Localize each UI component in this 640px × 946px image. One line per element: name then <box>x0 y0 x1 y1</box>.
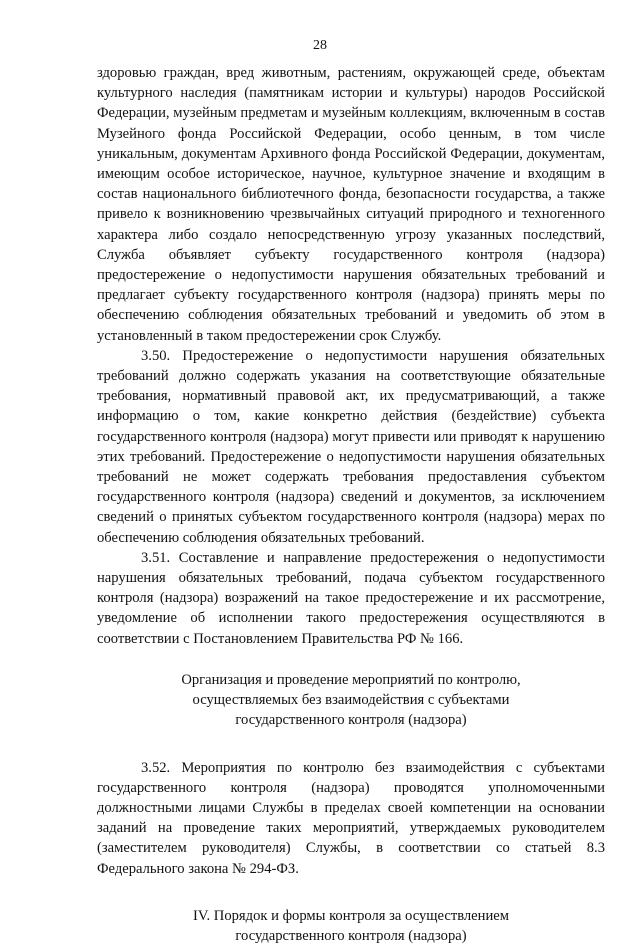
section-heading-line-2: осуществляемых без взаимодействия с субъектами <box>192 692 510 709</box>
paragraph-continuation: здоровью граждан, вред животным, растениям, окружающей среде, объектам культурного наследия (памятникам истории и культуры) народов Российской Федерации, музейным предметам и музейным коллекциям, включенным в состав Музейного фонда Российской Федерации, особо ценным, в том числе уникальным, документам Архивного фонда Российской Федерации, документам, имеющим особое историческое, научное, культурное значение и входящим в состав национального библиотечного фонда, безопасности государства, а также привело к возникновению чрезвычайных ситуаций природного и техногенного характера либо создало непосредственную угрозу указанных последствий, Служба объявляет субъекту государственного контроля (надзора) предостережение о недопустимости нарушения обязательных требований и предлагает субъекту государственного контроля (надзора) принять меры по обеспечению соблюдения обязательных требований и уведомить об этом в установленный в таком предостережении срок Службу. <box>97 65 605 344</box>
spacer <box>97 649 605 670</box>
chapter-heading-line-2: государственного контроля (надзора) <box>235 927 467 944</box>
page-number: 28 <box>313 38 327 53</box>
paragraph-3-51: 3.51. Составление и направление предостережения о недопустимости нарушения обязательных требований, подача субъектом государственного контроля (надзора) возражений на такое предостережение и их рассмотрение, уведомление об исполнении такого предостережения осуществляются в соответствии с Постановлением Правительства РФ № 166. <box>97 549 605 647</box>
spacer <box>97 731 605 758</box>
paragraph-3-52: 3.52. Мероприятия по контролю без взаимодействия с субъектами государственного контроля (надзора) проводятся уполномоченными должностными лицами Службы в пределах своей компетенции на основании заданий на проведение таких мероприятий, утверждаемых руководителем (заместителем руководителя) Службы, в соответствии со статьей 8.3 Федерального закона № 294-ФЗ. <box>97 759 605 877</box>
section-heading <box>97 670 605 731</box>
section-heading-line-1: Организация и проведение мероприятий по контролю, <box>181 671 521 688</box>
chapter-heading-line-1: IV. Порядок и формы контроля за осуществлением <box>192 907 509 924</box>
chapter-heading <box>97 906 605 946</box>
paragraph-3-50: 3.50. Предостережение о недопустимости нарушения обязательных требований должно содержать указания на соответствующие обязательные требования, нормативный правовой акт, их предусматривающий, а также информацию о том, какие конкретно действия (бездействие) субъекта государственного контроля (надзора) могут привести или приводят к нарушению этих требований. Предостережение о недопустимости нарушения обязательных требований не может содержать требования предоставления субъектом государственного контроля (надзора) сведений и документов, за исключением сведений о принятых субъектом государственного контроля (надзора) мерах по обеспечению соблюдения обязательных требований. <box>97 347 605 546</box>
document-body <box>97 63 605 946</box>
spacer <box>97 879 605 906</box>
section-heading-line-3: государственного контроля (надзора) <box>235 712 467 729</box>
